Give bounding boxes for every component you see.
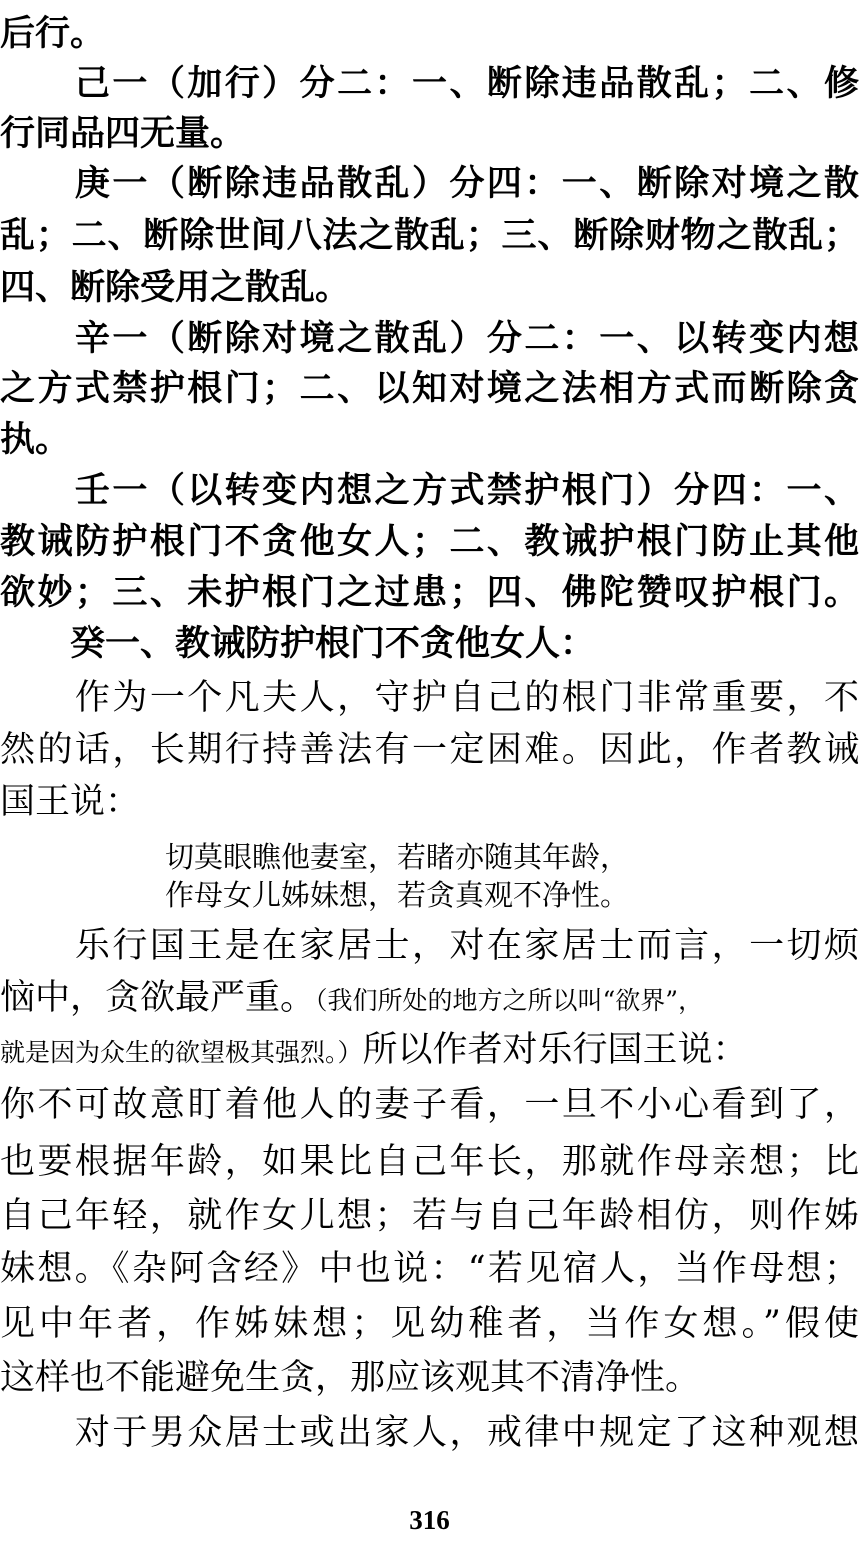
- paragraph-1-line-2: 然的话，长期行持善法有一定困难。因此，作者教诫: [0, 730, 859, 770]
- heading-geng-yi-line-3: 四、断除受用之散乱。: [0, 268, 351, 308]
- heading-ren-yi-line-3: 欲妙；三、未护根门之过患；四、佛陀赞叹护根门。: [0, 573, 859, 613]
- annotation-text: （我们所处的地方之所以叫“欲界”，: [315, 986, 704, 1015]
- paragraph-3-line-1: 对于男众居士或出家人，戒律中规定了这种观想: [0, 1413, 859, 1453]
- heading-xin-yi-line-2: 之方式禁护根门；二、以知对境之法相方式而断除贪: [0, 369, 859, 409]
- heading-geng-yi-line-1: 庚一（断除违品散乱）分四：一、断除对境之散: [0, 164, 859, 204]
- heading-gui-yi: 癸一、教诫防护根门不贪他女人：: [0, 624, 596, 664]
- text-line-1: 后行。: [0, 14, 106, 54]
- paragraph-2-line-1: 乐行国王是在家居士，对在家居士而言，一切烦: [0, 926, 859, 966]
- heading-ren-yi-line-1: 壬一（以转变内想之方式禁护根门）分四：一、: [0, 471, 859, 511]
- paragraph-2-main-text-continued: 所以作者对乐行国王说：: [362, 1030, 748, 1070]
- heading-geng-yi-line-2: 乱；二、断除世间八法之散乱；三、断除财物之散乱；: [0, 216, 859, 256]
- paragraph-2-line-5: 也要根据年龄，如果比自己年长，那就作母亲想；比: [0, 1142, 859, 1182]
- paragraph-2-line-9: 这样也不能避免生贪，那应该观其不清净性。: [0, 1358, 701, 1398]
- annotation-text-continued: 就是因为众生的欲望极其强烈。）: [0, 1038, 363, 1067]
- paragraph-2-line-6: 自己年轻，就作女儿想；若与自己年龄相仿，则作姊: [0, 1196, 859, 1236]
- paragraph-2-line-7: 妹想。《杂阿含经》中也说：“若见宿人，当作母想；: [0, 1249, 859, 1289]
- paragraph-2-main-text: 恼中，贪欲最严重。: [0, 978, 316, 1018]
- page-number: 316: [409, 1505, 450, 1535]
- verse-line-1: 切莫眼瞧他妻室，若睹亦随其年龄，: [165, 840, 630, 874]
- heading-ji-yi-line-2: 行同品四无量。: [0, 114, 246, 154]
- heading-ji-yi-line-1: 己一（加行）分二：一、断除违品散乱；二、修: [0, 64, 859, 104]
- paragraph-2-line-2: [0, 972, 859, 1024]
- heading-ren-yi-line-2: 教诫防护根门不贪他女人；二、教诫护根门防止其他: [0, 522, 859, 562]
- verse-line-2: 作母女儿姊妹想，若贪真观不净性。: [165, 878, 630, 912]
- heading-xin-yi-line-3: 执。: [0, 420, 71, 460]
- paragraph-2-line-8: 见中年者，作姊妹想；见幼稚者，当作女想。”假使: [0, 1304, 859, 1344]
- paragraph-2-line-4: 你不可故意盯着他人的妻子看，一旦不小心看到了，: [0, 1085, 859, 1125]
- paragraph-1-line-3: 国王说：: [0, 782, 141, 822]
- paragraph-2-line-3: [0, 1024, 859, 1076]
- heading-xin-yi-line-1: 辛一（断除对境之散乱）分二：一、以转变内想: [0, 319, 859, 359]
- paragraph-1-line-1: 作为一个凡夫人，守护自己的根门非常重要，不: [0, 678, 859, 718]
